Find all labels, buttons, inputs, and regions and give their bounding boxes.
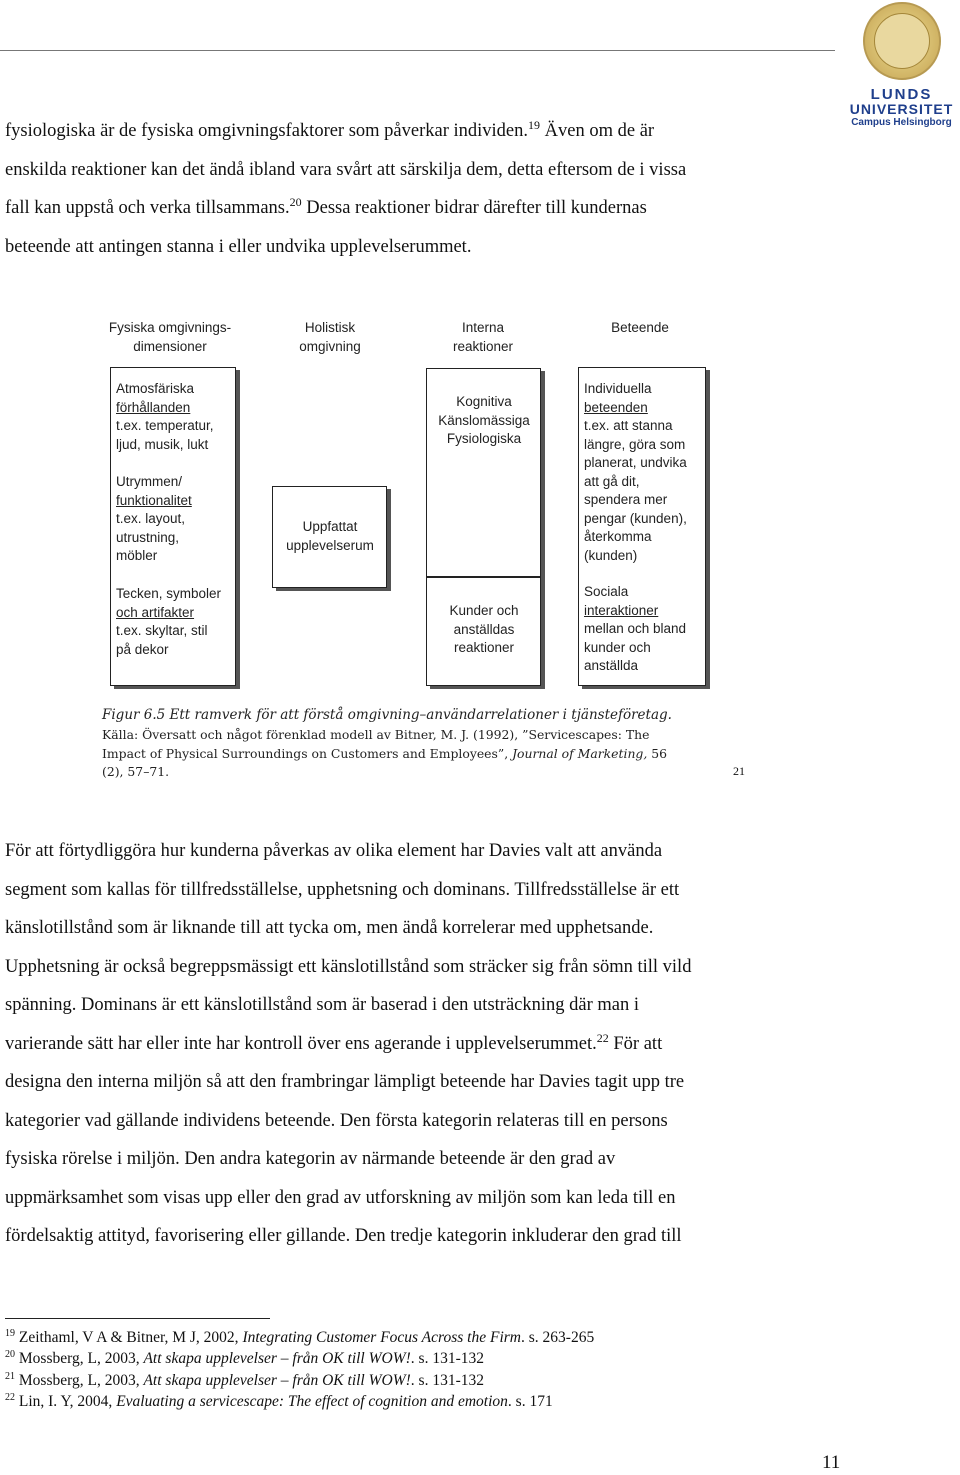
university-logo <box>843 2 960 132</box>
footnote-19: $^{19}$ Zeithaml, V A & Bitner, M J, 2002, Integrating Customer Focus Across the Firm. s. 263-265 <box>5 1328 595 1346</box>
footnotes <box>5 1327 594 1412</box>
footnote-ref-19[interactable]: 19 <box>528 118 541 132</box>
header-rule <box>0 50 835 51</box>
logo-line2: UNIVERSITET <box>849 101 954 117</box>
footnote-ref-20[interactable]: 20 <box>289 195 302 209</box>
box-behaviors: Individuella beteenden t.ex. att stanna längre, göra som planerat, undvika att gå dit, spendera mer pengar (kunden), återkomma (kunden) Sociala interaktioner mellan och bland kunder och anställda <box>578 367 706 686</box>
logo-line1: LUNDS <box>870 86 933 103</box>
figure-framework <box>95 312 712 790</box>
logo-line3: Campus Helsingborg <box>851 117 952 128</box>
footnote-20: $^{20}$ Mossberg, L, 2003, Att skapa upplevelser – från OK till WOW!. s. 131-132 <box>5 1349 484 1368</box>
footnote-22: $^{22}$ Lin, I. Y, 2004, Evaluating a servicescape: The effect of cognition and emotion. s. 171 <box>5 1391 553 1410</box>
paragraph-2: För att förtydliggöra hur kunderna påverkas av olika element har Davies valt att använda segment som kallas för tillfredsställelse, upphetsning och dominans. Tillfredsställelse är ett känslotillstånd som är liknande till att tycka om, men ändå korrelerar med upphetsande. Upphetsning är också begreppsmässigt ett känslotillstånd som sträcker sig från sömn till vild spänning. Dominans är ett känslotillstånd som är baserad i den utsträckning där man i varierande sätt har eller inte har kontroll över ens agerande i upplevelserummet.$^{22}$ För att designa den interna miljön så att den frambringar lämpligt beteende har Davies tagit upp tre kategorier vad gällande individens beteende. Den första kategorin relateras till en persons fysiska rörelse i miljön. Den andra kategorin av närmande beteende är den grad av uppmärksamhet som visas upp eller den grad av utforskning av miljön som kan leda till en fördelsaktig attityd, favorisering eller gillande. Den tredje kategorin inkluderar den grad till <box>5 841 692 1246</box>
page-number: 11 <box>822 1452 841 1473</box>
figure-header-3: Interna reaktioner <box>452 320 514 354</box>
figure-header-4: Beteende <box>611 320 669 335</box>
box-customer-employee-responses: Kunder och anställdas reaktioner <box>426 577 541 686</box>
figure-caption <box>102 704 712 782</box>
footnote-21: $^{21}$ Mossberg, L, 2003, Att skapa upplevelser – från OK till WOW!. s. 131-132 <box>5 1370 484 1389</box>
paragraph-1: fysiologiska är de fysiska omgivningsfaktorer som påverkar individen.$^{19}$ Även om de är enskilda reaktioner kan det ändå ibland vara svårt att särskilja dem, detta eftersom de i vissa fall kan uppstå och verka tillsammans.$^{20}$ Dessa reaktioner bidrar därefter till kundernas beteende att antingen stanna i eller undvika upplevelserummet. <box>5 118 687 257</box>
figure-source: Källa: Översatt och något förenklad modell av Bitner, M. J. (1992), ”Servicescapes: The Impact of Physical Surroundings on Customers and Employees”, Journal of Marketing, 56 (2), 57–71. <box>102 727 668 779</box>
box-physical-dimensions: Atmosfäriska förhållanden t.ex. temperatur, ljud, musik, lukt Utrymmen/ funktionalitet t.ex. layout, utrustning, möbler Tecken, symboler och artifakter t.ex. skyltar, stil på dekor <box>110 367 236 686</box>
footnote-rule <box>5 1318 270 1319</box>
university-seal-icon <box>863 2 941 80</box>
figure-header-1: Fysiska omgivnings- dimensioner <box>108 320 232 354</box>
box-perceived-servicescape: Uppfattat upplevelserum <box>272 486 387 588</box>
figure-header-2: Holistisk omgivning <box>299 320 361 354</box>
box-internal-responses: Kognitiva Känslomässiga Fysiologiska <box>426 368 541 577</box>
figure-title: Figur 6.5 Ett ramverk för att förstå omgivning–användarrelationer i tjänsteföretag. <box>102 707 672 723</box>
footnote-ref-22[interactable]: 22 <box>596 1030 609 1045</box>
